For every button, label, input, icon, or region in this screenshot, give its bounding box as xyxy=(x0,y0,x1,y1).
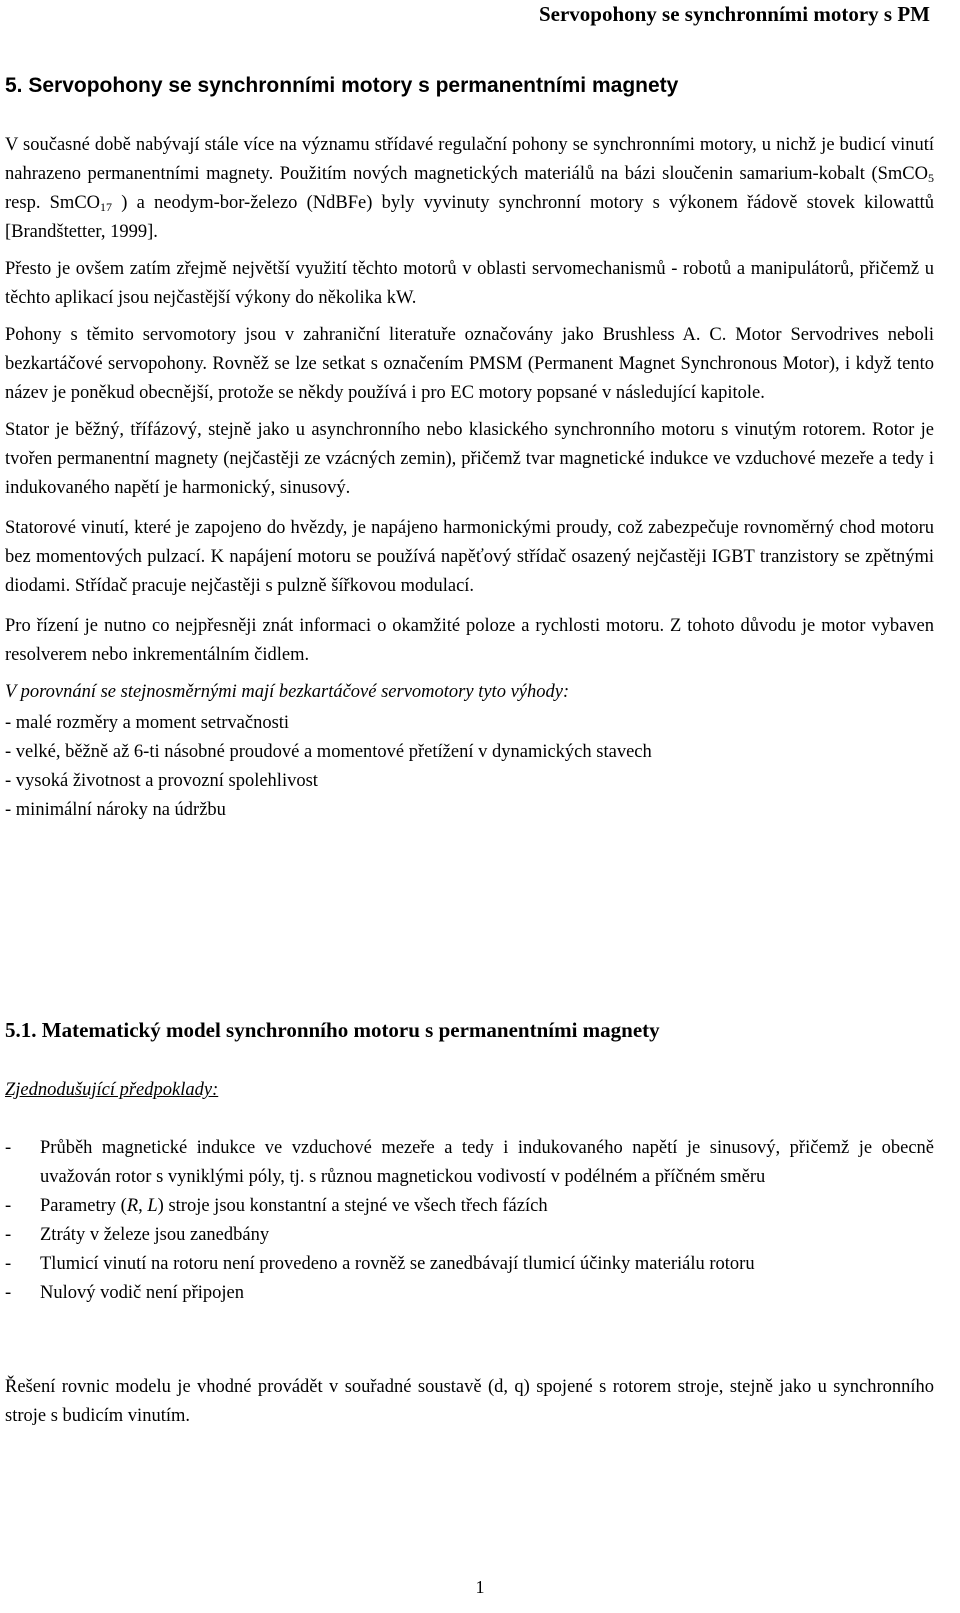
intro-paragraph-5: Statorové vinutí, které je zapojeno do hvězdy, je napájeno harmonickými proudy, což zabezpečuje rovnoměrný chod motoru bez momentových pulzací. K napájení motoru se používá napěťový střídač osazený nejčastěji IGBT tranzistory se zpětnými diodami. Střídač pracuje nejčastěji s pulzně šířkovou modulací. xyxy=(5,518,934,596)
list-item: - Průběh magnetické indukce ve vzduchové mezeře a tedy i indukovaného napětí je sinusový, přičemž je obecně uvažován rotor s vyniklými póly, tj. s různou magnetickou vodivostí v podélném a příčném směru xyxy=(5,1138,934,1187)
list-item: - Ztráty v železe jsou zanedbány xyxy=(5,1225,270,1245)
assumptions-list xyxy=(5,1134,934,1308)
list-item: - Parametry (R, L) stroje jsou konstantní a stejné ve všech třech fázích xyxy=(5,1196,548,1216)
list-item: - Tlumicí vinutí na rotoru není provedeno a rovněž se zanedbávají tlumicí účinky materiálu rotoru xyxy=(5,1254,755,1274)
symbol-l: L xyxy=(147,1196,158,1216)
section-title: 5.1. Matematický model synchronního motoru s permanentními magnety xyxy=(5,1018,660,1042)
intro-paragraph-1: V současné době nabývají stále více na významu střídavé regulační pohony se synchronními motory, u nichž je budicí vinutí nahrazeno permanentními magnety. Použitím nových magnetických materiálů na bázi sloučenin samarium-kobalt (SmCO$_5$ resp. SmCO$_{17}$ ) a neodym-bor-železo (NdBFe) byly vyvinuty synchronní motory s výkonem řádově stovek kilowattů [Brandštetter, 1999]. xyxy=(5,135,935,242)
intro-paragraph-3: Pohony s těmito servomotory jsou v zahraniční literatuře označovány jako Brushless A. C. Motor Servodrives neboli bezkartáčové servopohony. Rovněž se lze setkat s označením PMSM (Permanent Magnet Synchronous Motor), i když tento název je poněkud obecnější, protože se někdy používá i pro EC motory popsané v následující kapitole. xyxy=(5,325,934,403)
advantages-heading: V porovnání se stejnosměrnými mají bezkartáčové servomotory tyto výhody: xyxy=(5,682,570,702)
closing-section xyxy=(5,1373,934,1439)
advantages-list xyxy=(5,709,934,825)
intro-section xyxy=(5,131,934,825)
list-item: - minimální nároky na údržbu xyxy=(5,800,226,820)
symbol-r: R xyxy=(126,1196,139,1216)
list-item: - vysoká životnost a provozní spolehlivost xyxy=(5,771,318,791)
assumptions-heading: Zjednodušující předpoklady: xyxy=(5,1080,219,1100)
intro-paragraph-4: Stator je běžný, třífázový, stejně jako u asynchronního nebo klasického synchronního motoru s vinutým rotorem. Rotor je tvořen permanentní magnety (nejčastěji ze vzácných zemin), přičemž tvar magnetické indukce ve vzduchové mezeře a tedy i indukovaného napětí je harmonický, sinusový. xyxy=(5,420,934,498)
closing-paragraph: Řešení rovnic modelu je vhodné provádět v souřadné soustavě (d, q) spojené s rotorem stroje, stejně jako u synchronního stroje s budicím vinutím. xyxy=(5,1377,934,1426)
subscript-5: 5 xyxy=(928,171,934,185)
chapter-title: 5. Servopohony se synchronními motory s permanentními magnety xyxy=(5,74,679,97)
intro-paragraph-2: Přesto je ovšem zatím zřejmě největší využití těchto motorů v oblasti servomechanismů - robotů a manipulátorů, přičemž u těchto aplikací jsou nejčastější výkony do několika kW. xyxy=(5,259,934,308)
intro-paragraph-6: Pro řízení je nutno co nejpřesněji znát informaci o okamžité poloze a rychlosti motoru. Z tohoto důvodu je motor vybaven resolverem nebo inkrementálním čidlem. xyxy=(5,616,934,665)
subscript-17: 17 xyxy=(100,200,113,214)
page-number: 1 xyxy=(475,1577,485,1597)
list-item: - malé rozměry a moment setrvačnosti xyxy=(5,713,290,733)
running-header: Servopohony se synchronními motory s PM xyxy=(538,2,930,26)
list-item: - Nulový vodič není připojen xyxy=(5,1283,244,1303)
list-item: - velké, běžně až 6-ti násobné proudové a momentové přetížení v dynamických stavech xyxy=(5,742,652,762)
